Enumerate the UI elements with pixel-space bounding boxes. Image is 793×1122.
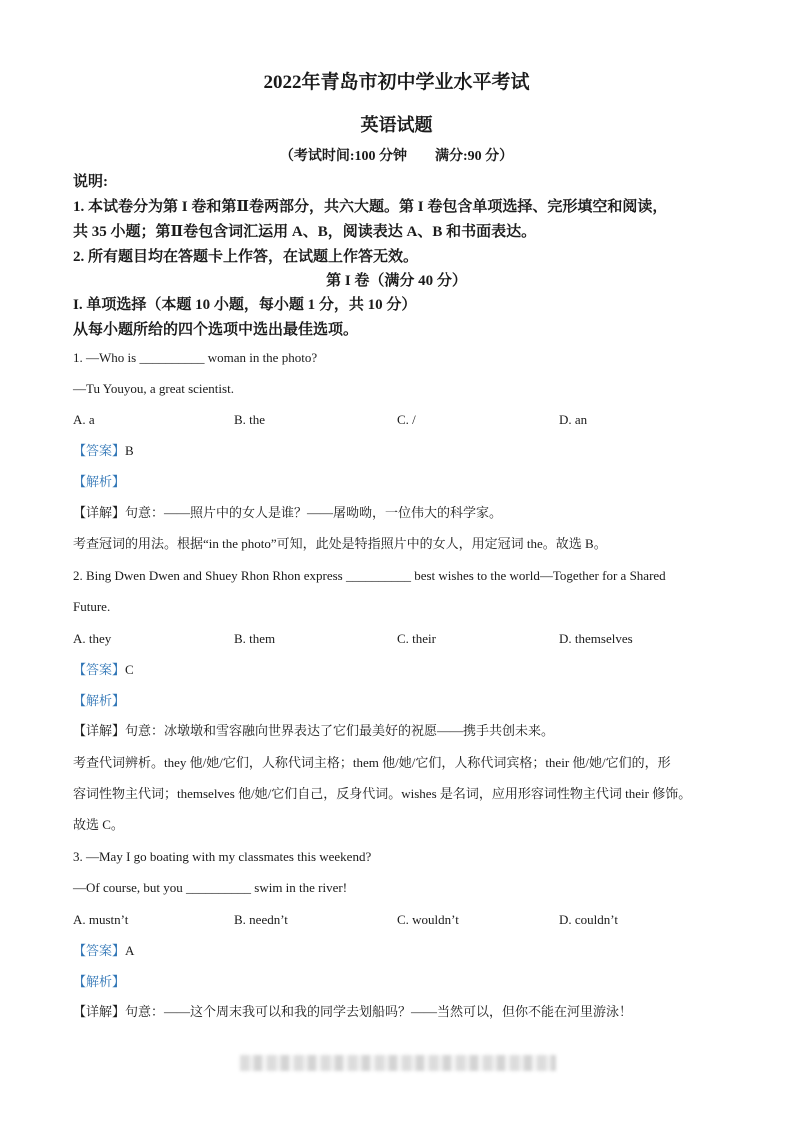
option-b: B. needn’t (234, 912, 288, 927)
answer-value: A (125, 943, 135, 958)
answer-line (73, 942, 134, 960)
question-stem-line: 2. Bing Dwen Dwen and Shuey Rhon Rhon express __________ best wishes to the world—Together for a Shared (73, 568, 666, 583)
detail-line (73, 1003, 632, 1021)
option-a: A. mustn’t (73, 912, 129, 927)
option-a: A. they (73, 631, 112, 646)
option-b: B. them (234, 631, 276, 646)
option-d: D. couldn’t (559, 912, 618, 927)
answer-label: 【答案】 (73, 943, 126, 958)
question-stem-line: 1. —Who is __________ woman in the photo? (73, 350, 318, 365)
detail-text: 句意：冰墩墩和雪容融向世界表达了它们最美好的祝愿——携手共创未来。 (125, 723, 555, 738)
detail-label: 【详解】 (73, 723, 126, 738)
detail-line: 容词性物主代词；themselves 他/她/它们自己，反身代词。wishes 是名词，应用形容词性物主代词 their 修饰。 (73, 786, 692, 801)
instruction-line-1: 1. 本试卷分为第 I 卷和第Ⅱ卷两部分，共六大题。第 I 卷包含单项选择、完形填空和阅读， (73, 199, 668, 215)
answer-label: 【答案】 (73, 443, 126, 458)
detail-label: 【详解】 (73, 1004, 126, 1019)
option-c: C. their (397, 631, 436, 646)
question-stem-line: —Tu Youyou, a great scientist. (73, 381, 234, 396)
answer-value: B (125, 443, 134, 458)
section-1-title: I. 单项选择（本题 10 小题，每小题 1 分，共 10 分） (73, 297, 417, 313)
analysis-label: 【解析】 (73, 474, 126, 489)
detail-line: 考查冠词的用法。根据“in the photo”可知，此处是特指照片中的女人，用定冠词 the。故选 B。 (73, 536, 607, 551)
instructions-heading: 说明: (73, 174, 108, 190)
question-stem-line: Future. (73, 599, 111, 614)
detail-line: 考查代词辨析。they 他/她/它们，人称代词主格；them 他/她/它们，人称代词宾格；their 他/她/它们的，形 (73, 755, 671, 770)
question-stem-line: —Of course, but you __________ swim in the river! (73, 880, 348, 895)
answer-label: 【答案】 (73, 662, 126, 677)
blurred-footer-watermark (240, 1055, 556, 1071)
question-stem-line: 3. —May I go boating with my classmates this weekend? (73, 849, 372, 864)
section-1-instruction: 从每小题所给的四个选项中选出最佳选项。 (73, 322, 359, 338)
exam-info: （考试时间:100 分钟 满分:90 分） (279, 149, 514, 164)
option-a: A. a (73, 412, 95, 427)
exam-title: 2022年青岛市初中学业水平考试 (263, 72, 530, 93)
part-1-title: 第 I 卷（满分 40 分） (326, 273, 467, 289)
detail-line: 故选 C。 (73, 817, 124, 832)
answer-line (73, 442, 134, 460)
instruction-line-3: 2. 所有题目均在答题卡上作答，在试题上作答无效。 (73, 249, 419, 265)
detail-text: 句意：——照片中的女人是谁？——屠呦呦，一位伟大的科学家。 (125, 505, 503, 520)
instruction-line-2: 共 35 小题；第Ⅱ卷包含词汇运用 A、B，阅读表达 A、B 和书面表达。 (73, 224, 537, 240)
option-d: D. themselves (559, 631, 633, 646)
answer-value: C (125, 662, 134, 677)
analysis-label: 【解析】 (73, 693, 126, 708)
option-b: B. the (234, 412, 266, 427)
analysis-label: 【解析】 (73, 974, 126, 989)
option-c: C. / (397, 412, 416, 427)
detail-label: 【详解】 (73, 505, 126, 520)
subject-title: 英语试题 (360, 115, 433, 135)
option-d: D. an (559, 412, 588, 427)
option-c: C. wouldn’t (397, 912, 459, 927)
detail-line (73, 722, 554, 740)
detail-line (73, 504, 502, 522)
answer-line (73, 661, 134, 679)
detail-text: 句意：——这个周末我可以和我的同学去划船吗？——当然可以，但你不能在河里游泳！ (125, 1004, 633, 1019)
